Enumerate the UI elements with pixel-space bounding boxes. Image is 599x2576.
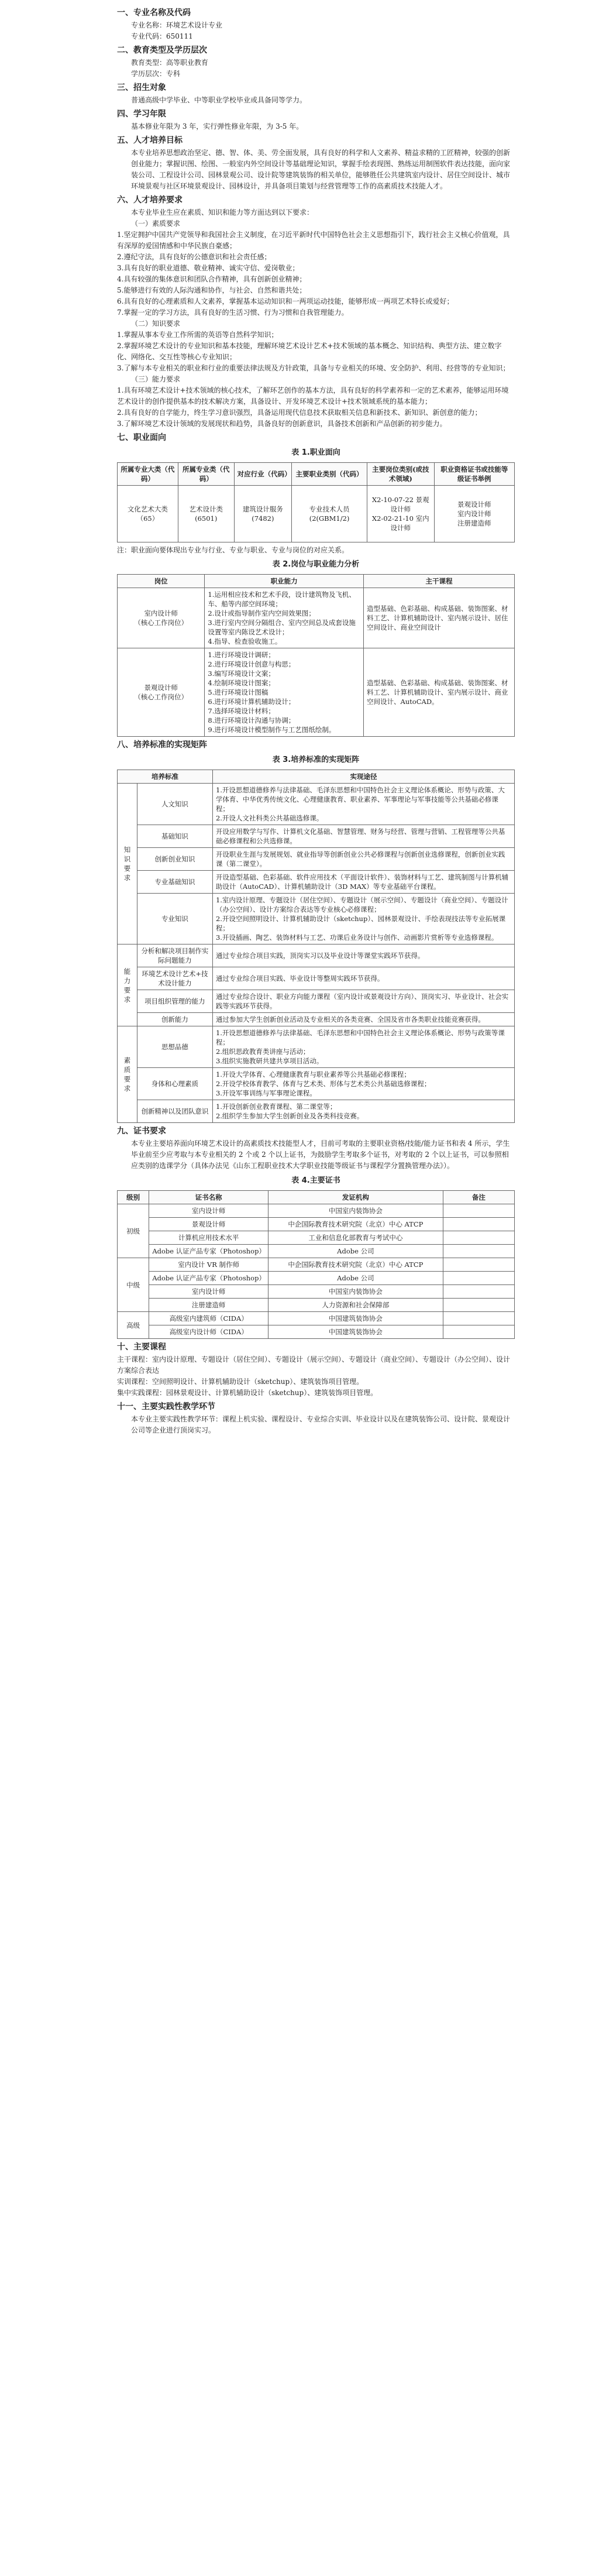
section-title-10: 十、主要课程 [117, 1342, 166, 1352]
path-cell: 通过专业综合项目实践、毕业设计等整周实践环节获得。 [212, 967, 514, 990]
ability-req-item: 2.具有良好的自学能力，终生学习意识强烈，具备运用现代信息技术获取相关信息和新技术、新知识、新创意的能力； [117, 408, 482, 417]
cert-note-cell [443, 1218, 514, 1231]
table-row [118, 1231, 515, 1245]
section-title-9: 九、证书要求 [117, 1126, 166, 1136]
quality-req-item: 6.具有良好的心理素质和人文素养，掌握基本运动知识和一两项运动技能，能够形成一两项艺术特长或爱好； [117, 297, 454, 305]
path-cell: 开设造型基础、色彩基础、软件应用技术（平面设计软件）、装饰材料与工艺、建筑制图与计算机辅助设计（AutoCAD）、计算机辅助设计（3D MAX）等专业基础平台课程。 [212, 871, 514, 894]
group-cell: 素质要求 [118, 1026, 137, 1123]
table-row [118, 1325, 515, 1339]
table-row [118, 944, 515, 967]
cert-name-cell: 室内设计 VR 制作师 [149, 1258, 268, 1272]
table2-caption: 表 2.岗位与职业能力分析 [272, 560, 360, 569]
table-header: 备注 [443, 1191, 514, 1204]
ability-req-title: （三）能力要求 [131, 375, 181, 383]
path-cell: 1.开设创新创业教育课程、第二课堂等； 2.组织学生参加大学生创新创业及各类科技竞赛。 [212, 1100, 514, 1123]
sub-cell: 基础知识 [137, 825, 212, 848]
cert-note-cell [443, 1312, 514, 1325]
section-title-1: 一、专业名称及代码 [117, 8, 191, 18]
quality-req-item: 3.具有良好的职业道德、敬业精神、诚实守信、爱岗敬业； [117, 264, 300, 272]
table-cell: 景观设计师 室内设计师 注册建造师 [434, 486, 514, 542]
table-row [118, 848, 515, 871]
education-type: 教育类型：高等职业教育 [131, 59, 209, 67]
major-code: 专业代码：650111 [131, 32, 193, 40]
ability-cell: 1.运用相应技术和艺术手段，设计建筑物及飞机、车、船等内部空间环境； 2.设计或指导制作室内空间效果图； 3.进行室内空间分隔组合、室内空间总及成套设施设置等室内陈设艺术设计； 4.指导、检查验收施工。 [205, 588, 364, 648]
section-title-3: 三、招生对象 [117, 83, 166, 92]
practice-text: 本专业主要实践性教学环节：课程上机实验、课程设计、专业综合实训、毕业设计以及在建筑装饰公司、设计院、景观设计公司等企业进行顶岗实习。 [131, 1415, 511, 1434]
table-header: 主要职业类别（代码） [292, 463, 367, 486]
cert-org-cell: Adobe 公司 [268, 1245, 443, 1258]
table-row [118, 1285, 515, 1299]
cert-name-cell: 室内设计师 [149, 1285, 268, 1299]
cert-org-cell: 中国建筑装饰协会 [268, 1325, 443, 1339]
training-goal-text: 本专业培养思想政治坚定、德、智、体、美、劳全面发展，具有良好的科学和人文素养、精益求精的工匠精神，较强的创新创业能力；掌握识图、绘图、一般室内外空间设计等基础理论知识，掌握手绘表现图、熟练运用制图软件表达技能，面向家装公司、工程设计公司、园林景观公司、设计院等建筑装饰的相关单位，能够胜任公共建筑室内设计、居住空间设计、城市环境景观与社区环境景观设计、园林设计，并具备项目策划与经营管理等工作的高素质技术技能人才。 [131, 149, 511, 190]
sub-cell: 项目组织管理的能力 [137, 990, 212, 1013]
table-cell: 文化艺术大类（65） [118, 486, 178, 542]
table-header: 职业能力 [205, 575, 364, 588]
career-table [117, 462, 515, 542]
cert-name-cell: 高级室内建筑师（CIDA） [149, 1312, 268, 1325]
sub-cell: 创新精神以及团队意识 [137, 1100, 212, 1123]
cert-name-cell: 高级室内设计师（CIDA） [149, 1325, 268, 1339]
cert-note-cell [443, 1272, 514, 1285]
table-row [118, 588, 515, 648]
knowledge-req-item: 2.掌握环境艺术设计的专业知识和基本技能，理解环境艺术设计艺术+技术领域的基本概念、知识结构、典型方法、建立数字化、网络化、交互性等核心专业知识； [117, 342, 502, 361]
cert-note-cell [443, 1231, 514, 1245]
education-level: 学历层次：专科 [131, 70, 181, 78]
requirements-intro: 本专业毕业生应在素质、知识和能力等方面达到以下要求： [131, 208, 314, 217]
sub-cell: 创新能力 [137, 1013, 212, 1026]
ability-req-item: 3.了解环境艺术设计领域的发展现状和趋势，具备良好的创新意识，具备技术创新和产品创新的初步能力。 [117, 420, 447, 428]
section-title-5: 五、人才培养目标 [117, 136, 183, 145]
table-row [118, 1026, 515, 1068]
table1-note: 注：职业面向要体现出专业与行业、专业与职业、专业与岗位的对应关系。 [117, 546, 349, 554]
cert-org-cell: 人力资源和社会保障部 [268, 1299, 443, 1312]
section-title-6: 六、人才培养要求 [117, 195, 183, 205]
matrix-table [117, 770, 515, 1123]
section-title-11: 十一、主要实践性教学环节 [117, 1402, 215, 1411]
section-title-2: 二、教育类型及学历层次 [117, 46, 207, 55]
quality-req-item: 4.具有较强的集体意识和团队合作精神，具有创新创业精神； [117, 275, 307, 283]
table-header: 所属专业大类（代码） [118, 463, 178, 486]
duration-text: 基本修业年限为 3 年，实行弹性修业年限，为 3-5 年。 [131, 122, 304, 130]
table-row [118, 1245, 515, 1258]
table-row [118, 1204, 515, 1218]
table-row [118, 990, 515, 1013]
sub-cell: 专业基础知识 [137, 871, 212, 894]
path-cell: 开设应用数学与写作、计算机文化基础、智慧管理、财务与经营、管理与营销、工程管理等公共基础必修课程和公共选修课。 [212, 825, 514, 848]
table-row [118, 1218, 515, 1231]
table-header: 级别 [118, 1191, 149, 1204]
knowledge-req-item: 3.了解与本专业相关的职业和行业的重要法律法规及方针政策，具备与专业相关的环境、安全防护、利用、经营等的专业知识； [117, 364, 510, 372]
course-line: 集中实践课程：园林景观设计、计算机辅助设计（sketchup）、建筑装饰项目管理。 [117, 1389, 378, 1397]
post-ability-table [117, 574, 515, 737]
course-cell: 造型基础、色彩基础、构成基础、装饰图案、材料工艺、计算机辅助设计、室内展示设计、居住空间设计、商业空间设计 [363, 588, 514, 648]
table-cell: 艺术设计类(6501) [178, 486, 234, 542]
table-row [118, 967, 515, 990]
post-cell: 室内设计师 （核心工作岗位） [118, 588, 205, 648]
post-cell: 景观设计师 （核心工作岗位） [118, 648, 205, 737]
path-cell: 1.开设思想道德修养与法律基础、毛泽东思想和中国特色社会主义理论体系概论、形势与政策、大学体育、中华优秀传统文化、心理健康教育、职业素养、军事理论与军事技能等公共基础必修课程； 2.开设人文社科类公共基础选修课。 [212, 784, 514, 825]
cert-note-cell [443, 1258, 514, 1272]
course-cell: 造型基础、色彩基础、构成基础、装饰图案、材料工艺、计算机辅助设计、室内展示设计、商业空间设计、AutoCAD。 [363, 648, 514, 737]
sub-cell: 创新创业知识 [137, 848, 212, 871]
path-cell: 1.开设思想道德修养与法律基础、毛泽东思想和中国特色社会主义理论体系概论、形势与政策等课程； 2.组织思政教育类讲座与活动； 3.组织实施教研共建共享项目活动。 [212, 1026, 514, 1068]
table-header: 证书名称 [149, 1191, 268, 1204]
path-cell: 开设职业生涯与发展规划、就业指导等创新创业公共必修课程与创新创业选修课程，创新创业实践课（第二课堂）。 [212, 848, 514, 871]
course-line: 实训课程：空间照明设计、计算机辅助设计（sketchup）、建筑装饰项目管理。 [117, 1378, 364, 1386]
group-cell: 能力要求 [118, 944, 137, 1026]
table-row [118, 1100, 515, 1123]
quality-req-item: 2.遵纪守法，具有良好的公德意识和社会责任感； [117, 253, 271, 261]
cert-name-cell: 景观设计师 [149, 1218, 268, 1231]
knowledge-req-item: 1.掌握从事本专业工作所需的英语等自然科学知识； [117, 331, 278, 339]
quality-req-item: 1.坚定拥护中国共产党领导和我国社会主义制度，在习近平新时代中国特色社会主义思想指引下，践行社会主义核心价值观，具有深厚的爱国情感和中华民族自豪感； [117, 231, 510, 250]
section-title-8: 八、培养标准的实现矩阵 [117, 740, 207, 750]
document-content [117, 0, 515, 1436]
table-row [118, 486, 515, 542]
table3-caption: 表 3.培养标准的实现矩阵 [272, 755, 360, 764]
table-row [118, 1272, 515, 1285]
sub-cell: 人文知识 [137, 784, 212, 825]
cert-note-cell [443, 1245, 514, 1258]
path-cell: 1.开设大学体育、心理健康教育与职业素养等公共基础必修课程； 2.开设学校体育教学、体育与艺术类、形体与艺术类公共基础选修课程； 3.开设军事训练与军事理论课程。 [212, 1068, 514, 1100]
table-cell: X2-10-07-22 景观设计师 X2-02-21-10 室内设计师 [367, 486, 435, 542]
certificate-text: 本专业主要培养面向环境艺术设计的高素质技术技能型人才，目前可考取的主要职业资格/技能/能力证书和表 4 所示，学生毕业前至少应考取与本专业相关的 2 个或 2 个以上证书，为鼓励学生考取多个证书，对考取的 2 个以上证书，可以参照相应类别的选课学分（具体办法见《山东工程职业技术大学职业技能等级证书与课程学分置换管理办法》）。 [131, 1139, 510, 1170]
quality-req-item: 7.掌握一定的学习方法，具有良好的生活习惯、行为习惯和自我管理能力。 [117, 308, 349, 317]
path-cell: 通过参加大学生创新创业活动及专业相关的各类竞赛、全国及省市各类职业技能竞赛获得。 [212, 1013, 514, 1026]
table1-caption: 表 1.职业面向 [291, 448, 340, 457]
path-cell: 1.室内设计原理、专题设计（居住空间）、专题设计（展示空间）、专题设计（商业空间）、专题设计（办公空间）、设计方案综合表达等专业核心必修课程； 2.开设空间照明设计、计算机辅助设计（sketchup）、园林景观设计、手绘表现技法等专业拓展课程； 3.开设插画、陶艺、装饰材料与工艺、功课后业务设计与创作、动画影片赏析等专业选修课程。 [212, 894, 514, 944]
section-title-7: 七、职业面向 [117, 433, 166, 442]
level-cell: 初级 [118, 1204, 149, 1258]
table-cell: 专业技术人员(2(GBM1/2) [292, 486, 367, 542]
cert-org-cell: 中国室内装饰协会 [268, 1285, 443, 1299]
path-cell: 通过专业综合项目实践，顶岗实习以及毕业设计等课堂实践环节获得。 [212, 944, 514, 967]
course-line: 主干课程：室内设计原理、专题设计（居住空间）、专题设计（展示空间）、专题设计（商业空间）、专题设计（办公空间）、设计方案综合表达 [117, 1355, 511, 1375]
table-row [118, 1258, 515, 1272]
table-header: 培养标准 [118, 770, 213, 784]
ability-cell: 1.进行环境设计调研； 2.进行环境设计创意与构思； 3.编写环境设计文案； 4.绘制环境设计图案； 5.进行环境设计图稿 6.进行环境计算机辅助设计； 7.选择环境设计材料； 8.进行环境设计沟通与协调； 9.进行环境设计模型制作与工艺图纸绘制。 [205, 648, 364, 737]
knowledge-req-title: （二）知识要求 [131, 320, 181, 328]
cert-name-cell: 室内设计师 [149, 1204, 268, 1218]
table-cell: 建筑设计服务(7482) [234, 486, 291, 542]
table-header: 主干课程 [363, 575, 514, 588]
path-cell: 通过专业综合设计、职业方向能力课程（室内设计或景观设计方向）、顶岗实习、毕业设计、社会实践等实践环节获得。 [212, 990, 514, 1013]
quality-req-item: 5.能够进行有效的人际沟通和协作，与社会、自然和谐共处； [117, 286, 307, 294]
level-cell: 高级 [118, 1312, 149, 1339]
sub-cell: 环境艺术设计艺术+技术设计能力 [137, 967, 212, 990]
cert-org-cell: 中企国际教育技术研究院（北京）中心 ATCP [268, 1258, 443, 1272]
cert-note-cell [443, 1299, 514, 1312]
table-header: 发证机构 [268, 1191, 443, 1204]
enrollment-text: 普通高级中学毕业、中等职业学校毕业或具备同等学力。 [131, 96, 307, 104]
cert-name-cell: Adobe 认证产品专家（Photoshop） [149, 1272, 268, 1285]
sub-cell: 思想品德 [137, 1026, 212, 1068]
cert-org-cell: 中国室内装饰协会 [268, 1204, 443, 1218]
cert-note-cell [443, 1325, 514, 1339]
table-header: 所属专业类（代码） [178, 463, 234, 486]
table-row [118, 784, 515, 825]
group-cell: 知识要求 [118, 784, 137, 944]
cert-org-cell: 中国建筑装饰协会 [268, 1312, 443, 1325]
cert-org-cell: 工业和信息化部教育与考试中心 [268, 1231, 443, 1245]
sub-cell: 身体和心理素质 [137, 1068, 212, 1100]
cert-note-cell [443, 1285, 514, 1299]
cert-name-cell: Adobe 认证产品专家（Photoshop） [149, 1245, 268, 1258]
cert-note-cell [443, 1204, 514, 1218]
quality-req-title: （一）素质要求 [131, 219, 181, 228]
table-header: 实现途径 [212, 770, 514, 784]
cert-name-cell: 计算机应用技术水平 [149, 1231, 268, 1245]
table-row [118, 894, 515, 944]
table-row [118, 1312, 515, 1325]
table-row [118, 825, 515, 848]
sub-cell: 分析和解决项目制作实际问题能力 [137, 944, 212, 967]
table-row [118, 648, 515, 737]
cert-org-cell: 中企国际教育技术研究院（北京）中心 ATCP [268, 1218, 443, 1231]
table-header: 岗位 [118, 575, 205, 588]
table-header: 职业资格证书或技能等级证书举例 [434, 463, 514, 486]
table-row [118, 1299, 515, 1312]
ability-req-item: 1.具有环境艺术设计+技术领域的核心技术，了解环艺创作的基本方法，具有良好的科学素养和一定的艺术素养，能够运用环境艺术设计的创作提供基本的技术解决方案，具备设计、开发环境艺术设计+技术领域系统的基本能力； [117, 386, 509, 406]
section-title-4: 四、学习年限 [117, 109, 166, 119]
certificate-table [117, 1190, 515, 1339]
major-name: 专业名称：环境艺术设计专业 [131, 21, 223, 29]
level-cell: 中级 [118, 1258, 149, 1312]
table-row [118, 1013, 515, 1026]
table4-caption: 表 4.主要证书 [291, 1176, 340, 1185]
cert-org-cell: Adobe 公司 [268, 1272, 443, 1285]
table-row [118, 871, 515, 894]
table-row [118, 1068, 515, 1100]
table-header: 主要岗位类别(或技术领域) [367, 463, 435, 486]
sub-cell: 专业知识 [137, 894, 212, 944]
cert-name-cell: 注册建造师 [149, 1299, 268, 1312]
table-header: 对应行业（代码） [234, 463, 291, 486]
